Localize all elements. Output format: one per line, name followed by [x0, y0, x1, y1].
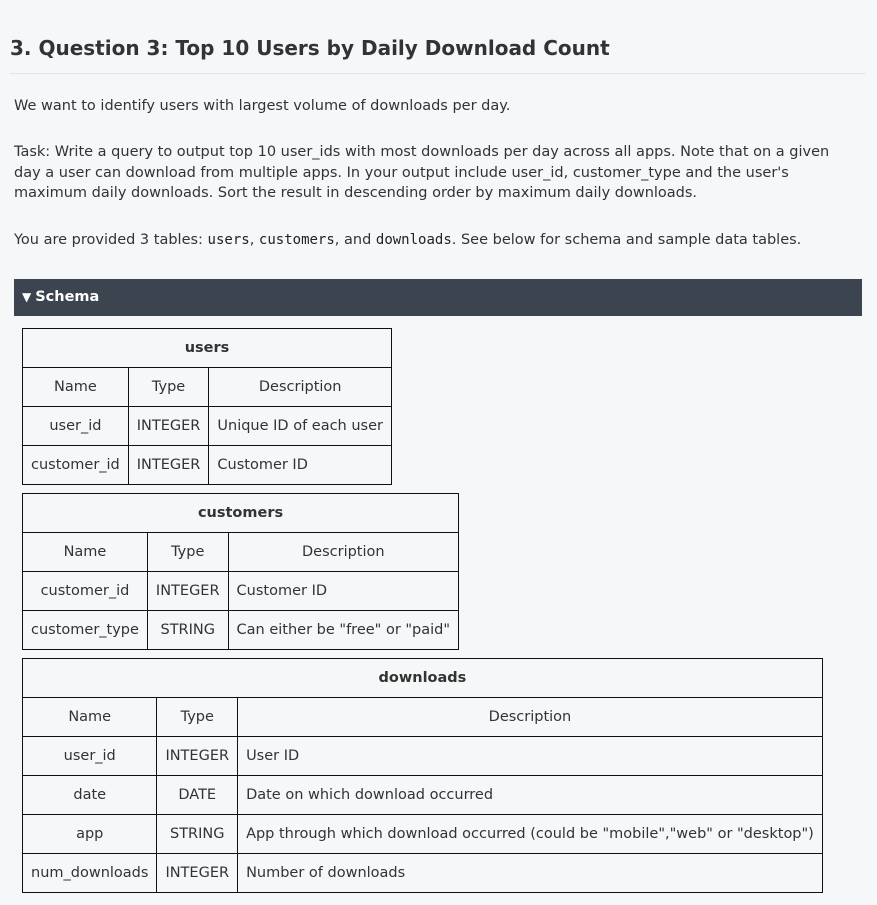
code-downloads: downloads [375, 232, 452, 248]
tables-paragraph [14, 230, 864, 251]
table-name: users [23, 329, 392, 368]
table-row [23, 407, 392, 446]
cell-type: INTEGER [157, 737, 238, 776]
cell-name: num_downloads [23, 854, 157, 893]
column-header-description: Description [228, 533, 459, 572]
table-row [23, 611, 459, 650]
column-header-description: Description [238, 698, 823, 737]
cell-description: Number of downloads [238, 854, 823, 893]
cell-name: customer_id [23, 446, 129, 485]
tables-sep2: , and [334, 232, 376, 248]
cell-name: customer_type [23, 611, 148, 650]
tables-sep1: , [249, 232, 259, 248]
table-row [23, 572, 459, 611]
table-row [23, 815, 823, 854]
cell-description: Unique ID of each user [209, 407, 392, 446]
column-header-type: Type [128, 368, 209, 407]
table-row [23, 446, 392, 485]
cell-type: INTEGER [128, 407, 209, 446]
header-row [23, 533, 459, 572]
customers-schema-table [22, 493, 459, 650]
code-users: users [207, 232, 250, 248]
cell-type: INTEGER [147, 572, 228, 611]
cell-description: User ID [238, 737, 823, 776]
task-paragraph: Task: Write a query to output top 10 user_ids with most downloads per day across all apps. Note that on a given day a user can download from multiple apps. In your output include user_id, customer_type and the user's maximum daily downloads. Sort the result in descending order by maximum daily downloads. [14, 144, 830, 201]
cell-type: INTEGER [128, 446, 209, 485]
question-title: 3. Question 3: Top 10 Users by Daily Download Count [10, 36, 610, 60]
column-header-description: Description [209, 368, 392, 407]
cell-description: Can either be "free" or "paid" [228, 611, 459, 650]
table-row [23, 776, 823, 815]
column-header-name: Name [23, 698, 157, 737]
cell-name: user_id [23, 407, 129, 446]
tables-suffix: . See below for schema and sample data tables. [451, 232, 802, 248]
cell-description: Customer ID [209, 446, 392, 485]
column-header-name: Name [23, 533, 148, 572]
cell-name: user_id [23, 737, 157, 776]
title-divider [10, 73, 866, 74]
header-row [23, 698, 823, 737]
tables-prefix: You are provided 3 tables: [14, 232, 208, 248]
cell-type: STRING [157, 815, 238, 854]
triangle-down-icon: ▼ [22, 290, 32, 304]
cell-type: INTEGER [157, 854, 238, 893]
cell-name: date [23, 776, 157, 815]
cell-type: DATE [157, 776, 238, 815]
header-row [23, 368, 392, 407]
table-row [23, 737, 823, 776]
users-schema-table [22, 328, 392, 485]
table-name: downloads [23, 659, 823, 698]
column-header-name: Name [23, 368, 129, 407]
schema-toggle[interactable] [14, 279, 862, 316]
table-name: customers [23, 494, 459, 533]
cell-type: STRING [147, 611, 228, 650]
table-row [23, 854, 823, 893]
cell-name: app [23, 815, 157, 854]
schema-label: Schema [35, 289, 100, 305]
cell-name: customer_id [23, 572, 148, 611]
cell-description: App through which download occurred (could be "mobile","web" or "desktop") [238, 815, 823, 854]
intro-paragraph: We want to identify users with largest volume of downloads per day. [14, 98, 511, 114]
cell-description: Date on which download occurred [238, 776, 823, 815]
cell-description: Customer ID [228, 572, 459, 611]
downloads-schema-table [22, 658, 823, 893]
code-customers: customers [258, 232, 335, 248]
column-header-type: Type [147, 533, 228, 572]
column-header-type: Type [157, 698, 238, 737]
